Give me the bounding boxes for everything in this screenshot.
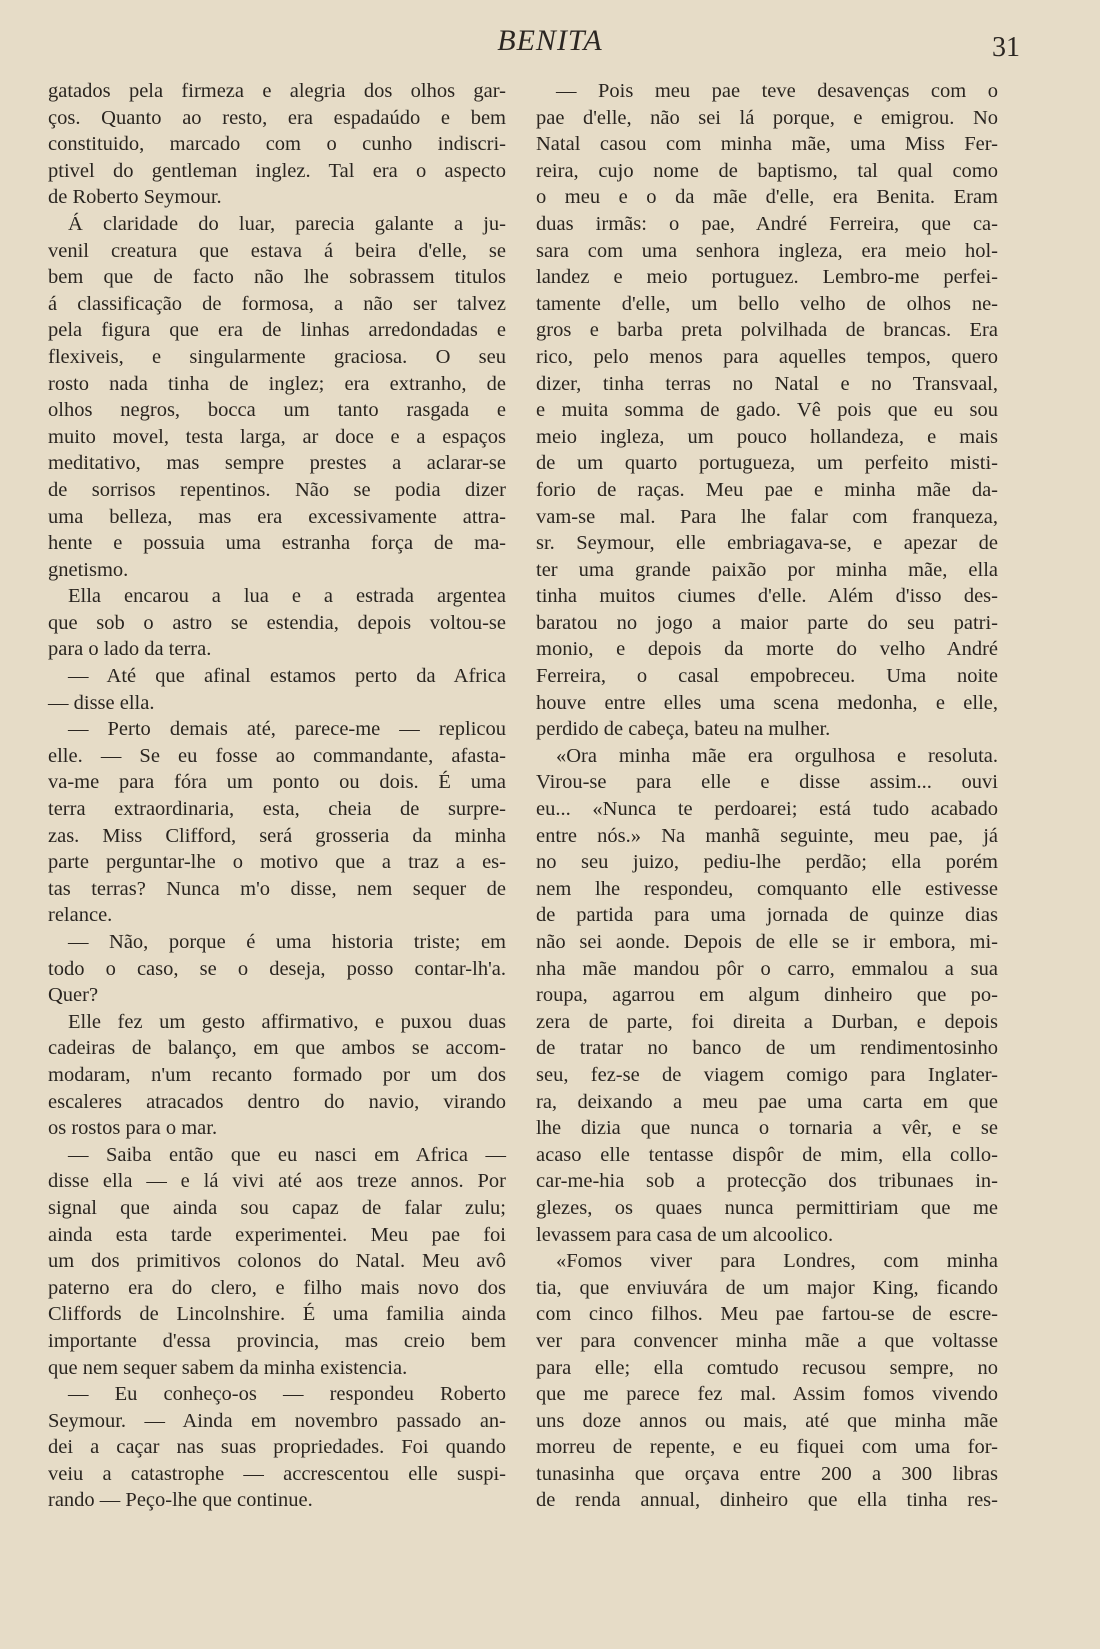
text-line: ter uma grande paixão por minha mãe, ella — [536, 558, 998, 581]
text-line: ver para convencer minha mãe a que voltasse — [536, 1329, 998, 1352]
text-line: todo o caso, se o deseja, posso contar-lh'a. — [48, 957, 506, 980]
text-line: veiu a catastrophe — accrescentou elle suspi- — [48, 1462, 506, 1485]
text-line: para elle; ella comtudo recusou sempre, no — [536, 1356, 998, 1379]
text-line: reira, cujo nome de baptismo, tal qual como — [536, 159, 998, 182]
text-line: muito movel, testa larga, ar doce e a espaços — [48, 425, 506, 448]
text-line: relance. — [48, 904, 113, 927]
text-line: á classificação de formosa, a não ser talvez — [48, 292, 506, 315]
text-line: Quer? — [48, 984, 99, 1007]
text-line: olhos negros, bocca um tanto rasgada e — [48, 399, 506, 422]
text-line: de um quarto portugueza, um perfeito misti- — [536, 452, 998, 475]
text-line: Seymour. — Ainda em novembro passado an- — [48, 1409, 506, 1432]
text-line: constituido, marcado com o cunho indiscri- — [48, 133, 506, 156]
text-line: terra extraordinaria, esta, cheia de surpre- — [48, 798, 506, 821]
text-line: — disse ella. — [48, 691, 155, 714]
text-line: ainda esta tarde experimentei. Meu pae foi — [48, 1223, 506, 1246]
text-line: tinha muitos ciumes d'elle. Além d'isso des- — [536, 585, 998, 608]
text-line: nem lhe respondeu, comquanto elle estivesse — [536, 877, 998, 900]
text-line: tamente d'elle, um bello velho de olhos ne- — [536, 292, 998, 315]
text-line: landez e meio portuguez. Lembro-me perfei- — [536, 266, 998, 289]
text-line: e muita somma de gado. Vê pois que eu sou — [536, 399, 998, 422]
text-line: pela figura que era de linhas arredondadas e — [48, 319, 506, 342]
text-line: Virou-se para elle e disse assim... ouvi — [536, 771, 998, 794]
text-line: escaleres atracados dentro do navio, virando — [48, 1090, 506, 1113]
text-line: importante d'essa provincia, mas creio bem — [48, 1329, 506, 1352]
text-line: eu... «Nunca te perdoarei; está tudo acabado — [536, 798, 998, 821]
text-line: flexiveis, e singularmente graciosa. O seu — [48, 345, 506, 368]
text-line: houve entre elles uma scena medonha, e elle, — [536, 691, 998, 714]
text-line: — Pois meu pae teve desavenças com o — [556, 80, 998, 102]
text-line: com cinco filhos. Meu pae fartou-se de escre- — [536, 1303, 998, 1326]
text-line: zera de parte, foi direita a Durban, e depois — [536, 1010, 998, 1033]
text-line: elle. — Se eu fosse ao commandante, afasta- — [48, 744, 506, 767]
text-line: monio, e depois da morte do velho André — [536, 638, 998, 661]
text-line: de sorrisos repentinos. Não se podia dizer — [48, 478, 506, 501]
text-line: parte perguntar-lhe o motivo que a traz a es- — [48, 851, 506, 874]
text-line: meditativo, mas sempre prestes a aclarar-se — [48, 452, 506, 475]
page-number: 31 — [992, 32, 1020, 63]
text-line: o meu e o da mãe d'elle, era Benita. Eram — [536, 186, 998, 209]
text-line: de partida para uma jornada de quinze dias — [536, 904, 998, 927]
running-title: BENITA — [497, 24, 603, 57]
text-line: — Perto demais até, parece-me — replicou — [68, 718, 506, 741]
text-line: roupa, agarrou em algum dinheiro que po- — [536, 984, 998, 1007]
text-line: «Ora minha mãe era orgulhosa e resoluta. — [556, 744, 998, 767]
text-line: hente e possuia uma estranha força de ma- — [48, 532, 506, 555]
text-line: Elle fez um gesto affirmativo, e puxou duas — [68, 1010, 506, 1033]
text-line: para o lado da terra. — [48, 638, 212, 661]
text-line: duas irmãs: o pae, André Ferreira, que ca- — [536, 212, 998, 235]
text-line: rosto nada tinha de inglez; era extranho, de — [48, 372, 506, 395]
text-line: tas terras? Nunca m'o disse, nem sequer de — [48, 877, 506, 900]
text-line: morreu de repente, e eu fiquei com uma for- — [536, 1436, 998, 1459]
text-line: nha mãe mandou pôr o carro, emmalou a sua — [536, 957, 998, 980]
text-line: sr. Seymour, elle embriagava-se, e apezar de — [536, 532, 998, 555]
text-line: — Até que afinal estamos perto da Africa — [68, 665, 506, 688]
text-line: «Fomos viver para Londres, com minha — [556, 1250, 998, 1273]
text-line: seu, fez-se de viagem comigo para Inglater- — [536, 1063, 998, 1086]
text-line: tia, que enviuvára de um major King, ficando — [536, 1276, 998, 1299]
text-line: disse ella — e lá vivi até aos treze annos. Por — [48, 1170, 506, 1193]
text-line: que nem sequer sabem da minha existencia. — [48, 1356, 408, 1379]
text-line: rico, pelo menos para aquelles tempos, quero — [536, 345, 998, 368]
text-line: dei a caçar nas suas propriedades. Foi quando — [48, 1436, 506, 1459]
text-line: modaram, n'um recanto formado por um dos — [48, 1063, 506, 1086]
text-line: levassem para casa de um alcoolico. — [536, 1223, 834, 1246]
left-text-column — [48, 78, 506, 1514]
text-line: ptivel do gentleman inglez. Tal era o aspecto — [48, 159, 506, 182]
text-line: gnetismo. — [48, 558, 129, 581]
text-line: meio ingleza, um pouco hollandeza, e mais — [536, 425, 998, 448]
text-line: de tratar no banco de um rendimentosinho — [536, 1037, 998, 1060]
text-line: Á claridade do luar, parecia galante a ju- — [68, 212, 506, 235]
text-line: venil creatura que estava á beira d'elle, se — [48, 239, 506, 262]
text-line: uma belleza, mas era excessivamente attra- — [48, 505, 506, 528]
text-line: baratou no jogo a maior parte do seu patri- — [536, 611, 998, 634]
text-line: que sob o astro se estendia, depois voltou-se — [48, 611, 506, 634]
text-line: paterno era do clero, e filho mais novo dos — [48, 1276, 506, 1299]
text-line: vam-se mal. Para lhe falar com franqueza, — [536, 505, 998, 528]
text-line: um dos primitivos colonos do Natal. Meu avô — [48, 1250, 506, 1273]
text-line: — Não, porque é uma historia triste; em — [68, 931, 506, 953]
text-line: que me parece fez mal. Assim fomos vivendo — [536, 1383, 998, 1406]
text-line: gros e barba preta polvilhada de brancas. Era — [536, 319, 998, 342]
text-line: — Saiba então que eu nasci em Africa — — [68, 1143, 506, 1166]
text-line: gatados pela firmeza e alegria dos olhos gar- — [48, 80, 506, 102]
text-line: perdido de cabeça, bateu na mulher. — [536, 718, 831, 741]
text-line: ra, deixando a meu pae uma carta em que — [536, 1090, 998, 1113]
text-line: lhe dizia que nunca o tornaria a vêr, e se — [536, 1117, 998, 1140]
text-line: dizer, tinha terras no Natal e no Transvaal, — [536, 372, 998, 395]
text-line: — Eu conheço-os — respondeu Roberto — [68, 1383, 506, 1406]
text-line: signal que ainda sou capaz de falar zulu; — [48, 1196, 506, 1219]
text-line: acaso elle tentasse dispôr de mim, ella collo- — [536, 1143, 998, 1166]
text-line: de Roberto Seymour. — [48, 186, 222, 209]
text-line: bem que de facto não lhe sobrassem titulos — [48, 266, 506, 289]
text-line: no seu juizo, pediu-lhe perdão; ella porém — [536, 851, 998, 874]
text-line: Natal casou com minha mãe, uma Miss Fer- — [536, 133, 998, 156]
text-line: tunasinha que orçava entre 200 a 300 libras — [536, 1462, 998, 1485]
text-line: uns doze annos ou mais, até que minha mãe — [536, 1409, 998, 1432]
text-line: ços. Quanto ao resto, era espadaúdo e bem — [48, 106, 506, 129]
text-line: de renda annual, dinheiro que ella tinha res- — [536, 1489, 998, 1512]
text-line: sara com uma senhora ingleza, era meio hol- — [536, 239, 998, 262]
text-line: Ella encarou a lua e a estrada argentea — [68, 585, 506, 608]
text-line: cadeiras de balanço, em que ambos se accom- — [48, 1037, 506, 1060]
text-line: entre nós.» Na manhã seguinte, meu pae, já — [536, 824, 998, 847]
text-line: glezes, os quaes nunca permittiriam que me — [536, 1196, 998, 1219]
text-line: car-me-hia sob a protecção dos tribunaes in- — [536, 1170, 998, 1193]
text-line: rando — Peço-lhe que continue. — [48, 1489, 313, 1512]
text-line: não sei aonde. Depois de elle se ir embora, mi- — [536, 931, 998, 953]
text-line: Ferreira, o casal empobreceu. Uma noite — [536, 665, 998, 688]
text-line: os rostos para o mar. — [48, 1117, 218, 1140]
text-line: va-me para fóra um ponto ou dois. É uma — [48, 771, 506, 794]
text-line: forio de raças. Meu pae e minha mãe da- — [536, 478, 998, 501]
text-line: zas. Miss Clifford, será grosseria da minha — [48, 824, 506, 847]
text-line: Cliffords de Lincolnshire. É uma familia ainda — [48, 1303, 506, 1326]
text-line: pae d'elle, não sei lá porque, e emigrou. No — [536, 106, 998, 129]
right-text-column — [536, 78, 998, 1514]
